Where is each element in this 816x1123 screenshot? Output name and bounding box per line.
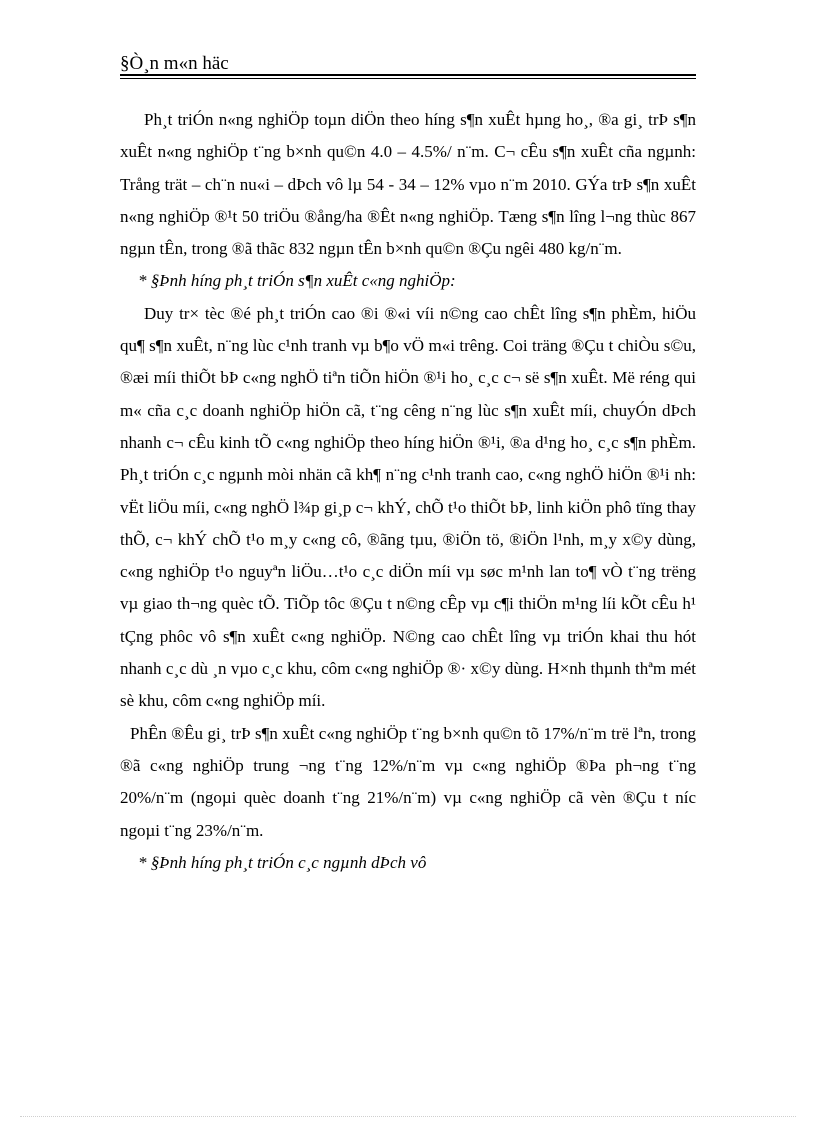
header-rule-thin bbox=[120, 78, 696, 79]
page-header-title: §Ò¸n m«n häc bbox=[120, 53, 229, 74]
header-rule-thick bbox=[120, 74, 696, 76]
paragraph-industry-growth: PhÊn ®Êu gi¸ trÞ s¶n xuÊt c«ng nghiÖp t¨ng b×nh qu©n tõ 17%/n¨m trë lªn, trong ®ã c«ng nghiÖp trung ¬ng t¨ng 12%/n¨m vµ c«ng nghiÖp ®Þa ph¬ng t¨ng 20%/n¨m (ngoµi quèc doanh t¨ng 21%/n¨m) vµ c«ng nghiÖp cã vèn ®Çu t níc ngoµi t¨ng 23%/n¨m. bbox=[120, 723, 696, 840]
paragraph-industry: Duy tr× tèc ®é ph¸t triÓn cao ®i ®«i víi n©ng cao chÊt lîng s¶n phÈm, hiÖu qu¶ s¶n xuÊt, n¨ng lùc c¹nh tranh vµ b¶o vÖ m«i trêng. Coi träng ®Çu t chiÒu s©u, ®æi míi thiÕt bÞ c«ng nghÖ tiªn tiÕn hiÖn ®¹i ho¸ c¸c c¬ së s¶n xuÊt. Më réng qui m« cña c¸c doanh nghiÖp hiÖn cã, t¨ng cêng n¨ng lùc s¶n xuÊt míi, chuyÓn dÞch nhanh c¬ cÊu kinh tÕ c«ng nghiÖp theo híng hiÖn ®¹i, ®a d¹ng ho¸ c¸c s¶n phÈm. Ph¸t triÓn c¸c ngµnh mòi nhän cã kh¶ n¨ng c¹nh tranh cao, c«ng nghÖ hiÖn ®¹i nh: vËt liÖu míi, c«ng nghÖ l¾p gi¸p c¬ khÝ, chÕ t¹o thiÕt bÞ, linh kiÖn phô tïng thay thÕ, c¬ khÝ chÕ t¹o m¸y c«ng cô, ®ãng tµu, ®iÖn tö, ®iÖn l¹nh, m¸y x©y dùng, c«ng nghiÖp t¹o nguyªn liÖu…t¹o c¸c diÖn míi vµ søc m¹nh lan to¶ vÒ t¨ng trëng vµ giao th¬ng quèc tÕ. TiÕp tôc ®Çu t n©ng cÊp vµ c¶i thiÖn m¹ng líi kÕt cÊu h¹ tÇng phôc vô s¶n xuÊt c«ng nghiÖp. N©ng cao chÊt lîng vµ triÓn khai thu hót nhanh c¸c dù ¸n vµo c¸c khu, côm c«ng nghiÖp ®· x©y dùng. H×nh thµnh thªm mét sè khu, côm c«ng nghiÖp míi. bbox=[120, 303, 696, 711]
page-bottom-border bbox=[20, 1116, 796, 1117]
document-body bbox=[120, 104, 696, 879]
heading-services: * §Þnh híng ph¸t triÓn c¸c ngµnh dÞch vô bbox=[138, 852, 427, 872]
heading-industry: * §Þnh híng ph¸t triÓn s¶n xuÊt c«ng nghiÖp: bbox=[138, 271, 456, 291]
paragraph-agriculture: Ph¸t triÓn n«ng nghiÖp toµn diÖn theo híng s¶n xuÊt hµng ho¸, ®a gi¸ trÞ s¶n xuÊt n«ng nghiÖp t¨ng b×nh qu©n 4.0 – 4.5%/ n¨m. C¬ cÊu s¶n xuÊt cña ngµnh: Trång trät – ch¨n nu«i – dÞch vô lµ 54 - 34 – 12% vµo n¨m 2010. GÝa trÞ s¶n xuÊt n«ng nghiÖp ®¹t 50 triÖu ®ång/ha ®Êt n«ng nghiÖp. Tæng s¶n lîng l¬ng thùc 867 ngµn tÊn, trong ®ã thãc 832 ngµn tÊn b×nh qu©n ®Çu ngêi 480 kg/n¨m. bbox=[120, 110, 696, 259]
